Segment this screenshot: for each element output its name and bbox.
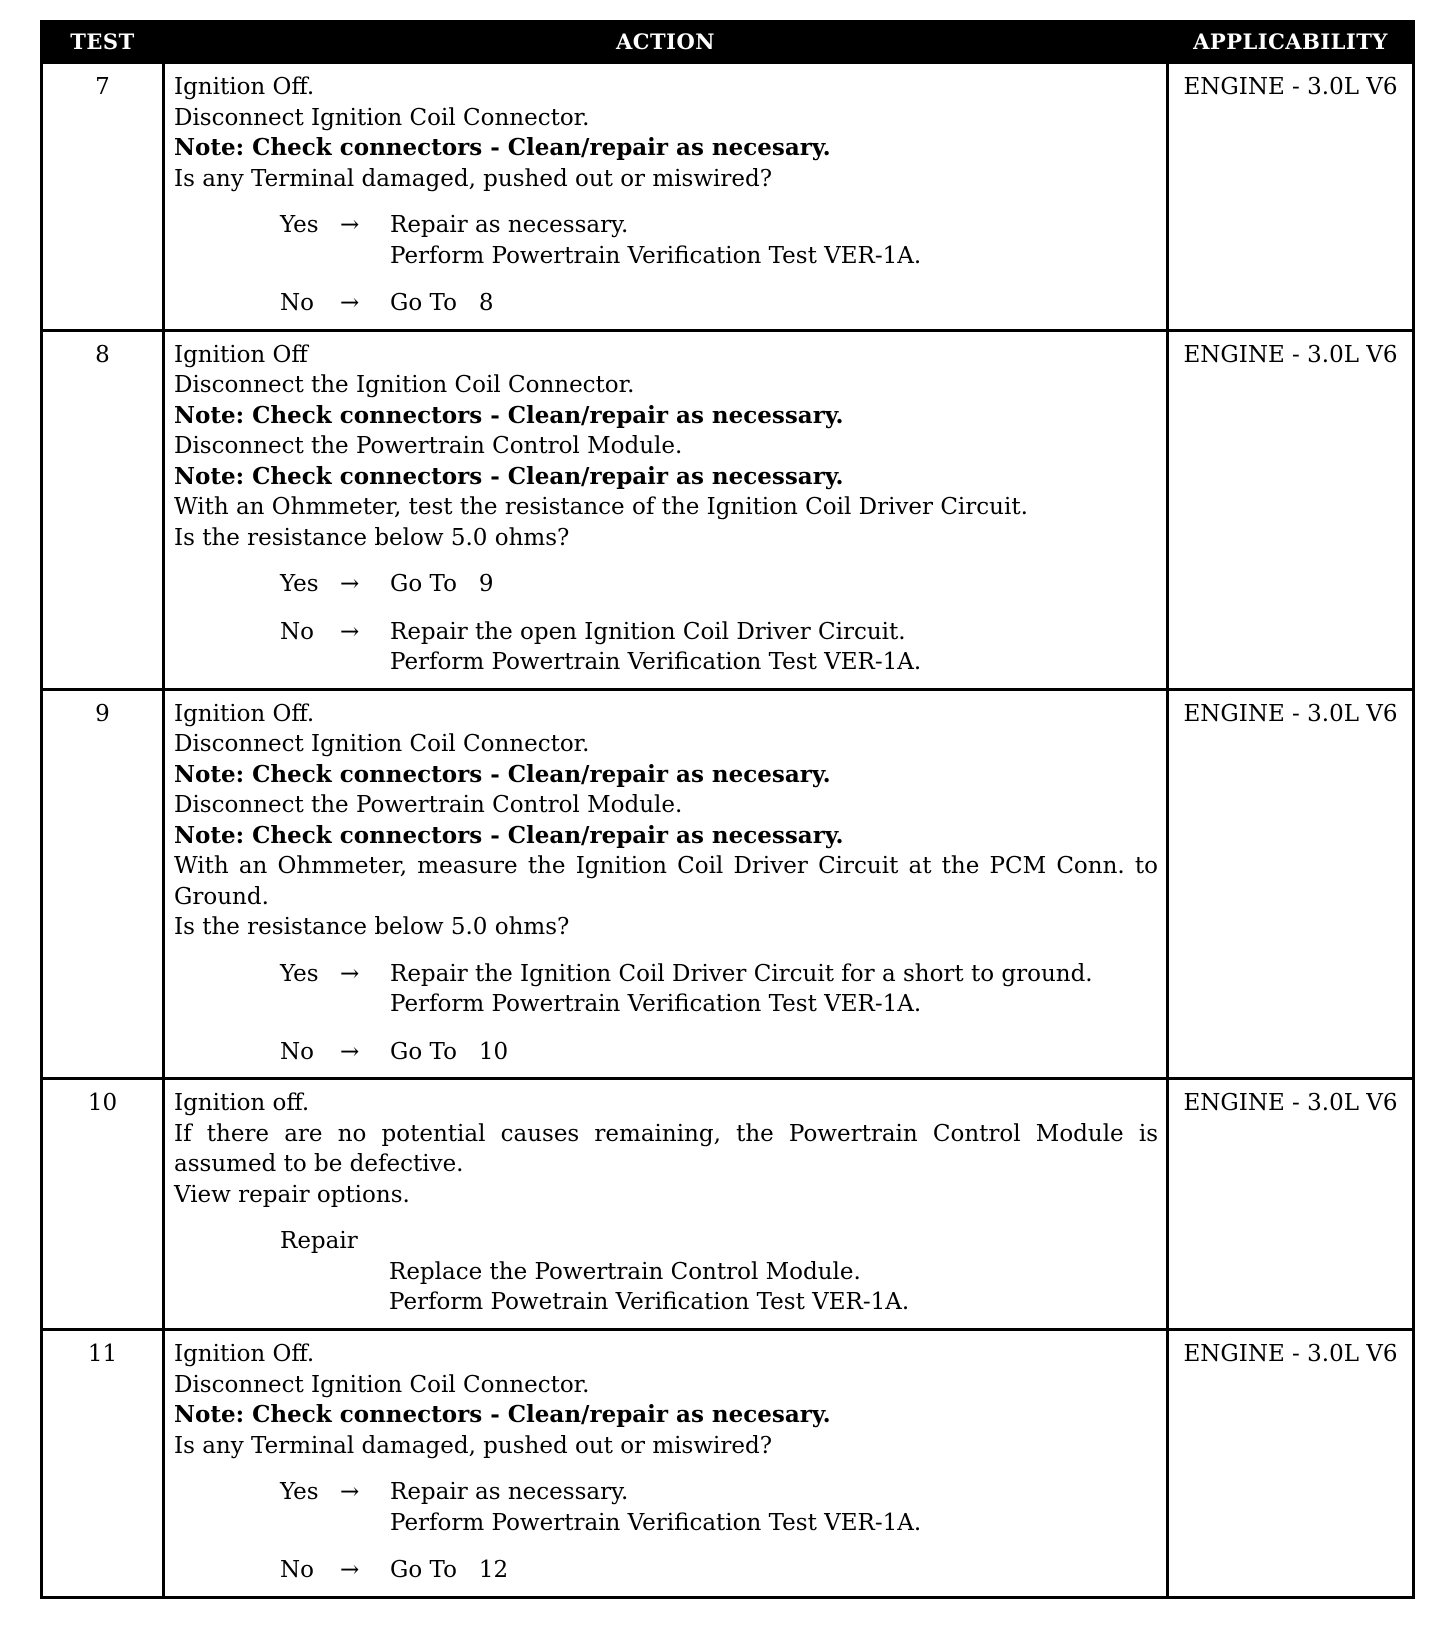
answer-label: Yes xyxy=(280,1479,319,1505)
right-arrow-icon: → xyxy=(340,960,360,987)
note-line: Note: Check connectors - Clean/repair as necessary. xyxy=(174,462,844,490)
answer-line: Go To 12 xyxy=(390,1557,509,1583)
answer-line: Perform Powertrain Verification Test VER-1A. xyxy=(390,649,922,675)
right-arrow-icon: → xyxy=(340,618,360,645)
answer-yes xyxy=(174,210,1158,271)
answer-label: Yes xyxy=(280,960,319,987)
action-line: View repair options. xyxy=(174,1181,410,1208)
answer-text xyxy=(390,288,1158,319)
right-arrow-icon: → xyxy=(340,212,360,238)
action-cell xyxy=(164,330,1168,689)
table-header xyxy=(42,22,1414,63)
answer-text xyxy=(390,1555,1158,1586)
answers xyxy=(174,1477,1158,1586)
note-line: Note: Check connectors - Clean/repair as necesary. xyxy=(174,1401,831,1428)
action-cell xyxy=(164,1330,1168,1598)
answers xyxy=(174,210,1158,319)
action-line: Ignition Off xyxy=(174,341,308,368)
table-row xyxy=(42,689,1414,1079)
header-action: ACTION xyxy=(164,22,1168,63)
test-number: 11 xyxy=(42,1330,164,1598)
action-line: Disconnect Ignition Coil Connector. xyxy=(174,1371,590,1398)
note-line: Note: Check connectors - Clean/repair as necessary. xyxy=(174,401,844,429)
answer-text xyxy=(390,1477,1158,1538)
right-arrow-icon: → xyxy=(340,1557,360,1583)
note-line: Note: Check connectors - Clean/repair as necesary. xyxy=(174,760,831,788)
table-row xyxy=(42,1079,1414,1330)
action-line: Disconnect the Ignition Coil Connector. xyxy=(174,372,635,398)
action-line: Disconnect the Powertrain Control Module. xyxy=(174,792,683,818)
answer-line: Go To 10 xyxy=(390,1038,509,1065)
note-line: Note: Check connectors - Clean/repair as necessary. xyxy=(174,821,844,849)
answer-label: No xyxy=(280,1557,314,1583)
repair-line: Perform Powetrain Verification Test VER-1A. xyxy=(389,1289,910,1315)
applicability-cell: ENGINE - 3.0L V6 xyxy=(1168,63,1414,331)
action-line: If there are no potential causes remaining, the Powertrain Control Module is assumed to be defective. xyxy=(174,1120,1158,1177)
action-cell xyxy=(164,689,1168,1079)
repair-label: Repair xyxy=(280,1228,358,1254)
answer-line: Repair as necessary. xyxy=(390,212,629,238)
table-row xyxy=(42,1330,1414,1598)
answer-no xyxy=(174,1037,1158,1068)
answer-label: Yes xyxy=(280,212,319,238)
applicability-cell: ENGINE - 3.0L V6 xyxy=(1168,330,1414,689)
repair-options xyxy=(174,1226,1158,1318)
answer-yes xyxy=(174,1477,1158,1538)
answer-text xyxy=(390,569,1158,600)
test-number: 7 xyxy=(42,63,164,331)
answer-text xyxy=(390,1037,1158,1068)
test-number: 9 xyxy=(42,689,164,1079)
action-line: Disconnect Ignition Coil Connector. xyxy=(174,104,590,131)
repair-lines xyxy=(389,1257,1158,1318)
table-row xyxy=(42,63,1414,331)
answer-text xyxy=(390,959,1158,1020)
answer-line: Perform Powertrain Verification Test VER-1A. xyxy=(390,1509,922,1536)
note-line: Note: Check connectors - Clean/repair as necesary. xyxy=(174,134,831,161)
right-arrow-icon: → xyxy=(340,290,360,316)
answer-label: No xyxy=(280,290,314,316)
action-line: Ignition Off. xyxy=(174,74,315,100)
test-number: 10 xyxy=(42,1079,164,1330)
right-arrow-icon: → xyxy=(340,1479,360,1505)
answer-yes xyxy=(174,569,1158,600)
answers xyxy=(174,959,1158,1068)
answer-label: No xyxy=(280,1038,314,1065)
right-arrow-icon: → xyxy=(340,571,360,597)
action-line: Ignition Off. xyxy=(174,1341,315,1367)
answer-line: Perform Powertrain Verification Test VER-1A. xyxy=(390,242,922,269)
answer-line: Perform Powertrain Verification Test VER-1A. xyxy=(390,991,922,1017)
table-row xyxy=(42,330,1414,689)
question-line: Is any Terminal damaged, pushed out or miswired? xyxy=(174,165,773,192)
question-line: Is the resistance below 5.0 ohms? xyxy=(174,524,570,551)
answer-no xyxy=(174,1555,1158,1586)
answer-line: Go To 9 xyxy=(390,571,494,597)
action-cell xyxy=(164,63,1168,331)
answer-line: Repair the open Ignition Coil Driver Circuit. xyxy=(390,618,906,645)
action-line: Disconnect the Powertrain Control Module. xyxy=(174,433,683,459)
right-arrow-icon: → xyxy=(340,1038,360,1065)
diagnostic-test-table xyxy=(40,20,1415,1599)
header-applicability: APPLICABILITY xyxy=(1168,22,1414,63)
answer-text xyxy=(390,617,1158,678)
applicability-cell: ENGINE - 3.0L V6 xyxy=(1168,689,1414,1079)
header-test: TEST xyxy=(42,22,164,63)
repair-line: Replace the Powertrain Control Module. xyxy=(389,1258,861,1285)
answer-line: Repair as necessary. xyxy=(390,1479,629,1505)
answer-no xyxy=(174,288,1158,319)
test-number: 8 xyxy=(42,330,164,689)
question-line: Is the resistance below 5.0 ohms? xyxy=(174,914,570,940)
answer-no xyxy=(174,617,1158,678)
answer-text xyxy=(390,210,1158,271)
answer-line: Go To 8 xyxy=(390,290,494,316)
action-line: Disconnect Ignition Coil Connector. xyxy=(174,731,590,757)
question-line: Is any Terminal damaged, pushed out or miswired? xyxy=(174,1432,773,1459)
action-line: With an Ohmmeter, measure the Ignition Coil Driver Circuit at the PCM Conn. to Ground. xyxy=(174,853,1158,910)
action-line: Ignition Off. xyxy=(174,700,315,727)
applicability-cell: ENGINE - 3.0L V6 xyxy=(1168,1330,1414,1598)
answer-label: Yes xyxy=(280,571,319,597)
answers xyxy=(174,569,1158,678)
action-cell xyxy=(164,1079,1168,1330)
answer-line: Repair the Ignition Coil Driver Circuit for a short to ground. xyxy=(390,960,1093,987)
answer-label: No xyxy=(280,618,314,645)
action-line: With an Ohmmeter, test the resistance of the Ignition Coil Driver Circuit. xyxy=(174,494,1028,520)
action-line: Ignition off. xyxy=(174,1090,310,1116)
applicability-cell: ENGINE - 3.0L V6 xyxy=(1168,1079,1414,1330)
answer-yes xyxy=(174,959,1158,1020)
